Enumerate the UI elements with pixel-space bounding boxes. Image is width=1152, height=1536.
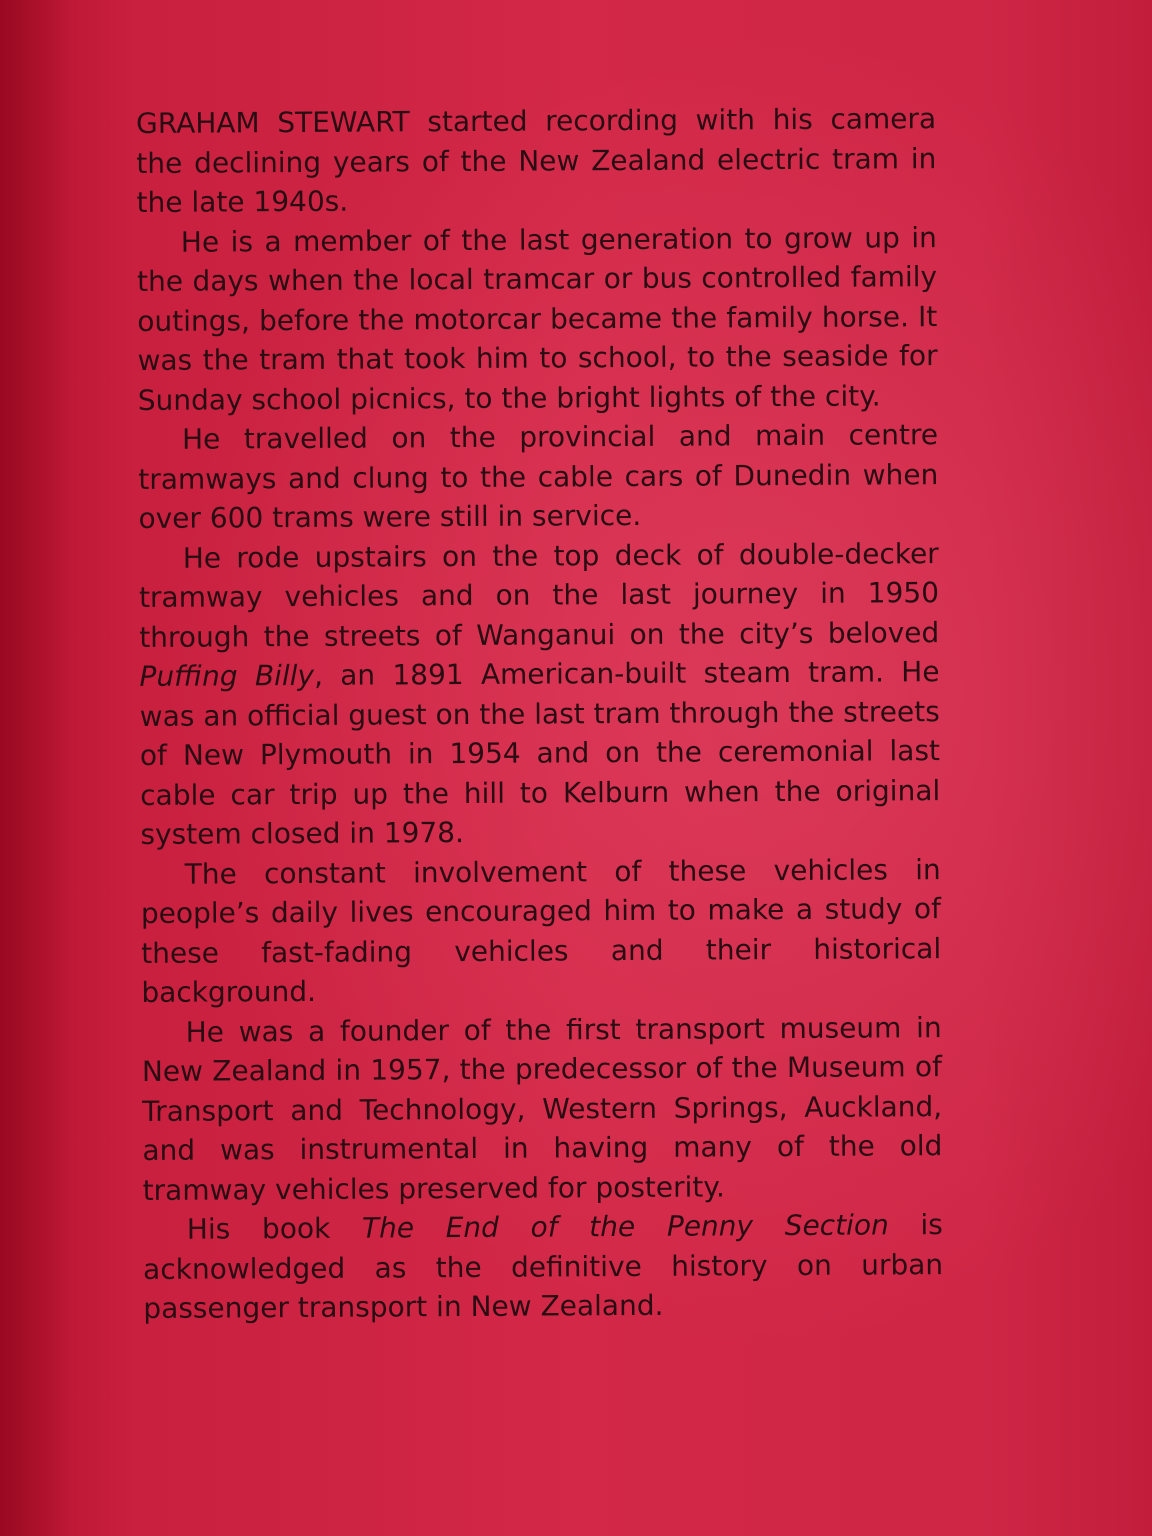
paragraph-4: [139, 534, 941, 855]
paragraph-1: [136, 99, 937, 222]
puffing-billy-title: Puffing Billy: [139, 658, 315, 693]
paragraph-3: He travelled on the provincial and main centre tramways and clung to the cable cars of Dunedin when over 600 trams were still in service.: [138, 418, 939, 535]
author-name: GRAHAM STEWART: [136, 105, 410, 140]
paragraph-5: The constant involvement of these vehicles in people’s daily lives encouraged him to make a study of these fast-fading vehicles and their historical background.: [140, 852, 942, 1009]
paragraph-7-text-after: is acknowledged as the definitive history on urban passenger transport in New Zealand.: [143, 1208, 944, 1325]
paragraph-4-text-after: , an 1891 American-built steam tram. He was an official guest on the last tram through the streets of New Plymouth in 1954 and on the ceremonial last cable car trip up the hill to Kelburn when the original system closed in 1978.: [139, 655, 941, 851]
paragraph-2: He is a member of the last generation to grow up in the days when the local tramcar or bus controlled family outings, before the motorcar became the family horse. It was the tram that took him to school, to the seaside for Sunday school picnics, to the bright lights of the city.: [136, 220, 938, 417]
book-title: The End of the Penny Section: [361, 1208, 889, 1245]
author-biography: [136, 99, 943, 1328]
paragraph-1-text: started recording with his camera the declining years of the New Zealand electric tram in the late 1940s.: [136, 102, 937, 219]
paragraph-4-text-before: He rode upstairs on the top deck of double-decker tramway vehicles and on the last journey in 1950 through the streets of Wanganui on the city’s beloved: [138, 536, 940, 654]
paragraph-6: He was a founder of the first transport museum in New Zealand in 1957, the predecessor of the Museum of Transport and Technology, Western Springs, Auckland, and was instrumental in having many of the old tramway vehicles preserved for posterity.: [141, 1010, 943, 1207]
paragraph-7: [143, 1205, 944, 1328]
paragraph-7-text-before: His book: [186, 1211, 363, 1246]
